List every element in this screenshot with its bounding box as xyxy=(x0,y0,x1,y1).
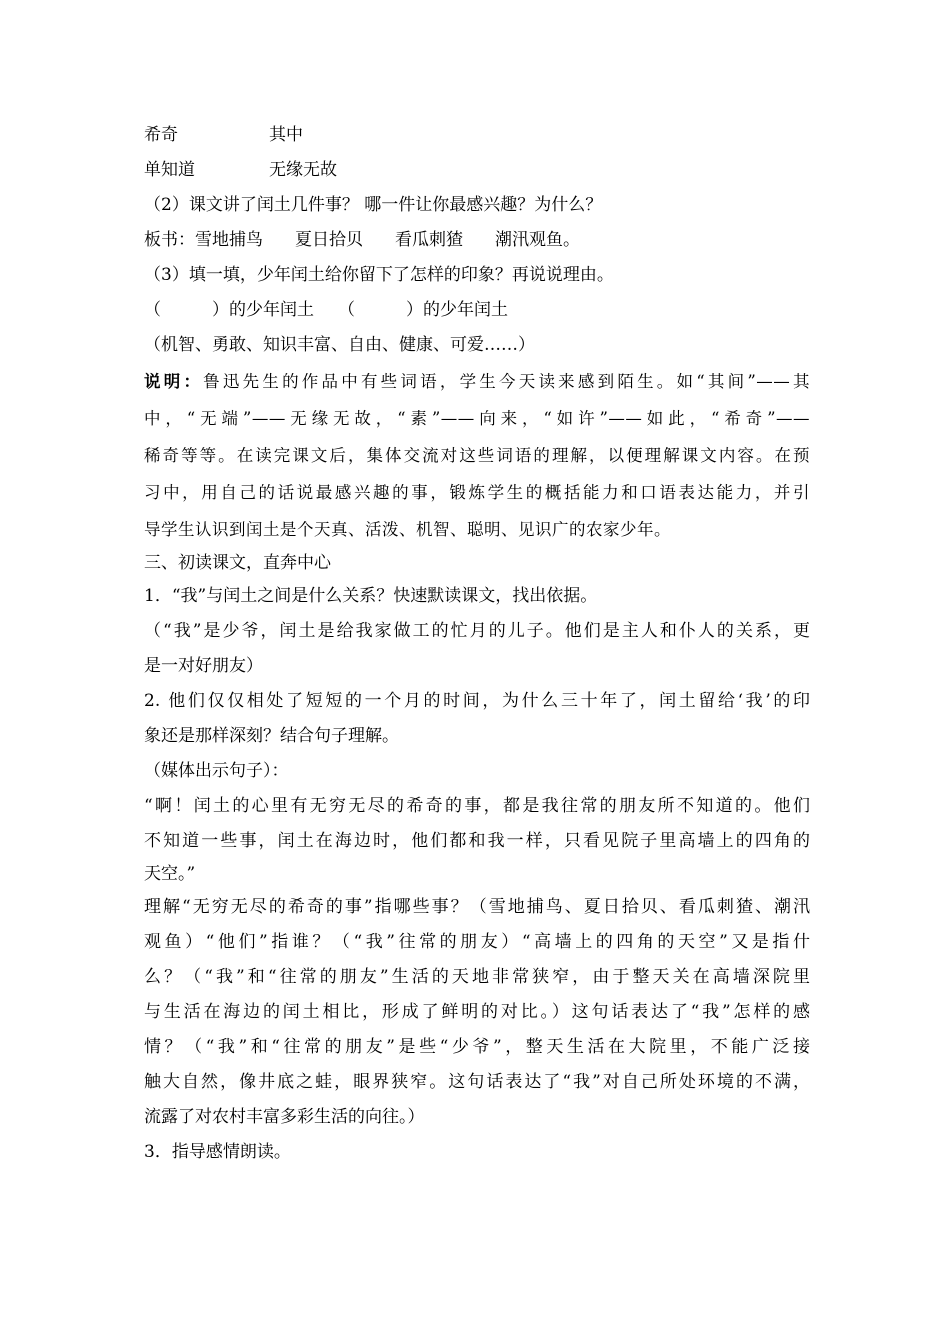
vocab-row-1 xyxy=(144,118,810,153)
analysis-line: 观鱼）“他们”指谁？（“我”往常的朋友）“高墙上的四角的天空”又是指什 xyxy=(144,932,810,952)
section-heading: 三、初读课文，直奔中心 xyxy=(144,553,331,573)
vocab-word: 希奇 xyxy=(144,125,178,145)
paragraph-3: 3．指导感情朗读。 xyxy=(144,1142,291,1162)
analysis-line: 与生活在海边的闰土相比，形成了鲜明的对比。）这句话表达了“我”怎样的感 xyxy=(144,1002,810,1022)
board-item: 潮汛观鱼。 xyxy=(495,230,580,250)
document-page xyxy=(144,118,810,1170)
board-item: 看瓜刺猹 xyxy=(395,230,463,250)
quote-line: 不知道一些事，闰土在海边时，他们都和我一样，只看见院子里高墙上的四角的 xyxy=(144,831,810,851)
fill-blank: （ ）的少年闰土 xyxy=(144,300,314,320)
board-label: 板书： xyxy=(144,230,195,250)
analysis-line: 么？（“我”和“往常的朋友”生活的天地非常狭窄，由于整天关在高墙深院里 xyxy=(144,967,810,987)
paragraph-1: 1．“我”与闰土之间是什么关系？快速默读课文，找出依据。 xyxy=(144,586,598,606)
question-2: （2）课文讲了闰土几件事？ 哪一件让你最感兴趣？为什么？ xyxy=(144,195,603,215)
note-line: 中，“无端”——无缘无故，“素”——向来，“如许”——如此，“希奇”—— xyxy=(144,409,810,428)
note-line: 习中，用自己的话说最感兴趣的事，锻炼学生的概括能力和口语表达能力，并引 xyxy=(144,483,810,502)
paragraph-1-answer: 是一对好朋友） xyxy=(144,656,263,676)
analysis-line: 触大自然，像井底之蛙，眼界狭窄。这句话表达了“我”对自己所处环境的不满， xyxy=(144,1072,810,1092)
vocab-meaning: 其中 xyxy=(269,125,303,145)
question-3: （3）填一填，少年闰土给你留下了怎样的印象？再说说理由。 xyxy=(144,265,614,285)
fill-blank: （ ）的少年闰土 xyxy=(338,300,508,320)
board-notes xyxy=(144,223,810,258)
fill-blank-row xyxy=(144,293,810,328)
note-line: 稀奇等等。在读完课文后，集体交流对这些词语的理解，以便理解课文内容。在预 xyxy=(144,446,810,465)
board-item: 夏日拾贝 xyxy=(295,230,363,250)
vocab-word: 单知道 xyxy=(144,160,195,180)
paragraph-1-answer: （“我”是少爷，闰土是给我家做工的忙月的儿子。他们是主人和仆人的关系，更 xyxy=(144,621,810,641)
vocab-meaning: 无缘无故 xyxy=(269,160,337,180)
quote-line: 天空。” xyxy=(144,864,196,884)
analysis-line: 流露了对农村丰富多彩生活的向往。） xyxy=(144,1107,425,1127)
paragraph-2: 2. 他们仅仅相处了短短的一个月的时间，为什么三十年了，闰土留给‘我’的印 xyxy=(144,691,810,711)
media-label: （媒体出示句子）： xyxy=(144,761,289,781)
note-label: 说明： xyxy=(144,372,204,391)
analysis-line: 理解“无穷无尽的希奇的事”指哪些事？（雪地捕鸟、夏日拾贝、看瓜刺猹、潮汛 xyxy=(144,897,810,917)
quote-line: “啊！闰土的心里有无穷无尽的希奇的事，都是我往常的朋友所不知道的。他们 xyxy=(144,796,810,816)
paragraph-2: 象还是那样深刻？结合句子理解。 xyxy=(144,726,399,746)
board-item: 雪地捕鸟 xyxy=(195,230,263,250)
note-block xyxy=(144,363,810,548)
analysis-line: 情？（“我”和“往常的朋友”是些“少爷”，整天生活在大院里，不能广泛接 xyxy=(144,1037,810,1057)
options-list: （机智、勇敢、知识丰富、自由、健康、可爱……） xyxy=(144,335,535,355)
note-line: 导学生认识到闰土是个天真、活泼、机智、聪明、见识广的农家少年。 xyxy=(144,520,671,539)
note-line: 说明：鲁迅先生的作品中有些词语，学生今天读来感到陌生。如“其间”——其 xyxy=(144,372,810,391)
vocab-row-2 xyxy=(144,153,810,188)
